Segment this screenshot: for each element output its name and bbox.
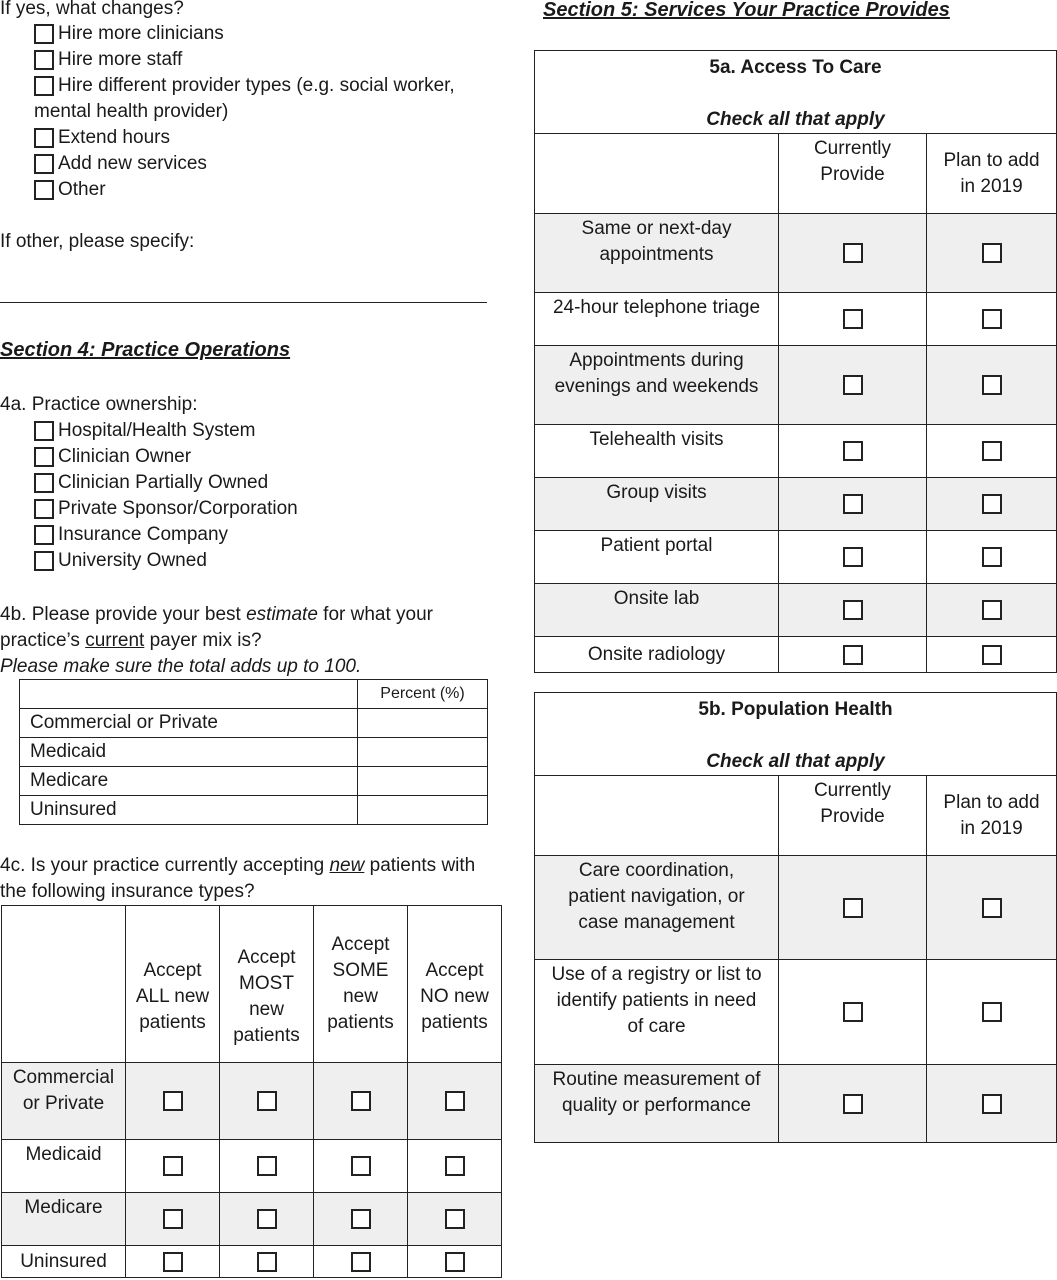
checkbox[interactable] <box>34 473 54 493</box>
option-hire-staff[interactable]: Hire more staff <box>34 47 182 73</box>
payer-row-label: Uninsured <box>20 796 358 825</box>
ownership-university[interactable]: University Owned <box>34 548 207 574</box>
checkbox[interactable] <box>163 1252 183 1272</box>
row-label-uninsured: Uninsured <box>2 1246 126 1278</box>
checkbox[interactable] <box>843 494 863 514</box>
checkbox[interactable] <box>34 128 54 148</box>
ownership-insurance[interactable]: Insurance Company <box>34 522 228 548</box>
service-group-visits: Group visits <box>535 478 779 531</box>
checkbox[interactable] <box>843 375 863 395</box>
checkbox[interactable] <box>843 645 863 665</box>
row-label-medicaid: Medicaid <box>2 1140 126 1193</box>
checkbox[interactable] <box>982 309 1002 329</box>
table-5a-title: 5a. Access To Care <box>709 57 882 78</box>
option-add-services[interactable]: Add new services <box>34 151 207 177</box>
checkbox[interactable] <box>982 645 1002 665</box>
col-currently-provide: Currently Provide <box>779 776 927 856</box>
ownership-clinician-owner[interactable]: Clinician Owner <box>34 444 191 470</box>
option-hire-provider-types[interactable]: Hire different provider types (e.g. social worker, <box>34 73 455 99</box>
payer-row-label: Medicare <box>20 767 358 796</box>
checkbox[interactable] <box>257 1091 277 1111</box>
q4a-prompt: 4a. Practice ownership: <box>0 394 198 415</box>
checkbox[interactable] <box>982 243 1002 263</box>
col-accept-none: Accept NO new patients <box>408 906 502 1063</box>
checkbox[interactable] <box>34 50 54 70</box>
payer-mix-table <box>19 679 488 825</box>
percent-input[interactable] <box>358 738 488 767</box>
q4b-note: Please make sure the total adds up to 100. <box>0 656 362 677</box>
checkbox[interactable] <box>982 1002 1002 1022</box>
percent-header: Percent (%) <box>358 680 488 709</box>
ownership-private-sponsor[interactable]: Private Sponsor/Corporation <box>34 496 298 522</box>
changes-prompt: If yes, what changes? <box>0 0 184 19</box>
service-care-coordination: Care coordination, patient navigation, or case management <box>535 856 779 960</box>
checkbox[interactable] <box>34 499 54 519</box>
checkbox[interactable] <box>163 1156 183 1176</box>
col-plan-to-add: Plan to add in 2019 <box>927 134 1057 214</box>
access-to-care-table <box>534 50 1057 673</box>
section5-heading: Section 5: Services Your Practice Provides <box>543 0 950 21</box>
checkbox[interactable] <box>843 1094 863 1114</box>
col-currently-provide: Currently Provide <box>779 134 927 214</box>
table-5b-title: 5b. Population Health <box>698 699 893 720</box>
table-5b-subtitle: Check all that apply <box>706 751 885 772</box>
checkbox[interactable] <box>257 1252 277 1272</box>
population-health-table <box>534 692 1057 1143</box>
checkbox[interactable] <box>982 600 1002 620</box>
option-hire-clinicians[interactable]: Hire more clinicians <box>34 21 224 47</box>
checkbox[interactable] <box>843 309 863 329</box>
q4b-line1: 4b. Please provide your best estimate for what your <box>0 604 434 625</box>
checkbox[interactable] <box>843 441 863 461</box>
col-accept-most: Accept MOST new patients <box>220 906 314 1063</box>
q4c-line1: 4c. Is your practice currently accepting new patients with <box>0 855 476 876</box>
new-patients-table <box>1 905 502 1278</box>
checkbox[interactable] <box>257 1156 277 1176</box>
checkbox[interactable] <box>843 547 863 567</box>
table-5a-header <box>535 51 1057 134</box>
checkbox[interactable] <box>843 898 863 918</box>
checkbox[interactable] <box>257 1209 277 1229</box>
service-telehealth: Telehealth visits <box>535 425 779 478</box>
checkbox[interactable] <box>843 243 863 263</box>
other-specify-prompt: If other, please specify: <box>0 231 195 252</box>
checkbox[interactable] <box>34 421 54 441</box>
service-registry: Use of a registry or list to identify patients in need of care <box>535 960 779 1065</box>
service-onsite-radiology: Onsite radiology <box>535 637 779 673</box>
service-patient-portal: Patient portal <box>535 531 779 584</box>
payer-row-label: Commercial or Private <box>20 709 358 738</box>
checkbox[interactable] <box>982 1094 1002 1114</box>
col-accept-all: Accept ALL new patients <box>126 906 220 1063</box>
checkbox[interactable] <box>163 1091 183 1111</box>
checkbox[interactable] <box>843 1002 863 1022</box>
option-provider-types-cont: mental health provider) <box>34 101 229 122</box>
col-accept-some: Accept SOME new patients <box>314 906 408 1063</box>
checkbox[interactable] <box>34 154 54 174</box>
checkbox[interactable] <box>34 76 54 96</box>
section4-heading: Section 4: Practice Operations <box>0 339 291 361</box>
checkbox[interactable] <box>982 898 1002 918</box>
checkbox[interactable] <box>34 525 54 545</box>
q4b-line2: practice’s current payer mix is? <box>0 630 262 651</box>
checkbox[interactable] <box>351 1091 371 1111</box>
percent-input[interactable] <box>358 796 488 825</box>
checkbox[interactable] <box>982 494 1002 514</box>
service-same-day: Same or next-day appointments <box>535 214 779 293</box>
checkbox[interactable] <box>34 180 54 200</box>
col-plan-to-add: Plan to add in 2019 <box>927 776 1057 856</box>
checkbox[interactable] <box>34 551 54 571</box>
checkbox[interactable] <box>351 1209 371 1229</box>
service-telephone-triage: 24-hour telephone triage <box>535 293 779 346</box>
checkbox[interactable] <box>445 1209 465 1229</box>
checkbox[interactable] <box>445 1156 465 1176</box>
checkbox[interactable] <box>34 24 54 44</box>
percent-input[interactable] <box>358 709 488 738</box>
checkbox[interactable] <box>982 547 1002 567</box>
checkbox[interactable] <box>163 1209 183 1229</box>
payer-row-label: Medicaid <box>20 738 358 767</box>
checkbox[interactable] <box>982 441 1002 461</box>
service-evenings-weekends: Appointments during evenings and weekends <box>535 346 779 425</box>
checkbox[interactable] <box>445 1252 465 1272</box>
percent-input[interactable] <box>358 767 488 796</box>
service-onsite-lab: Onsite lab <box>535 584 779 637</box>
row-label-medicare: Medicare <box>2 1193 126 1246</box>
table-5b-header <box>535 693 1057 776</box>
option-extend-hours[interactable]: Extend hours <box>34 125 170 151</box>
other-specify-line[interactable] <box>0 302 487 303</box>
checkbox[interactable] <box>445 1091 465 1111</box>
ownership-clinician-partial[interactable]: Clinician Partially Owned <box>34 470 268 496</box>
checkbox[interactable] <box>982 375 1002 395</box>
q4c-line2: the following insurance types? <box>0 881 255 902</box>
row-label-commercial: Commercial or Private <box>2 1063 126 1140</box>
option-other[interactable]: Other <box>34 177 106 203</box>
table-5a-subtitle: Check all that apply <box>706 109 885 130</box>
checkbox[interactable] <box>351 1252 371 1272</box>
checkbox[interactable] <box>34 447 54 467</box>
checkbox[interactable] <box>351 1156 371 1176</box>
checkbox[interactable] <box>843 600 863 620</box>
service-quality-measurement: Routine measurement of quality or performance <box>535 1065 779 1143</box>
ownership-hospital[interactable]: Hospital/Health System <box>34 418 255 444</box>
